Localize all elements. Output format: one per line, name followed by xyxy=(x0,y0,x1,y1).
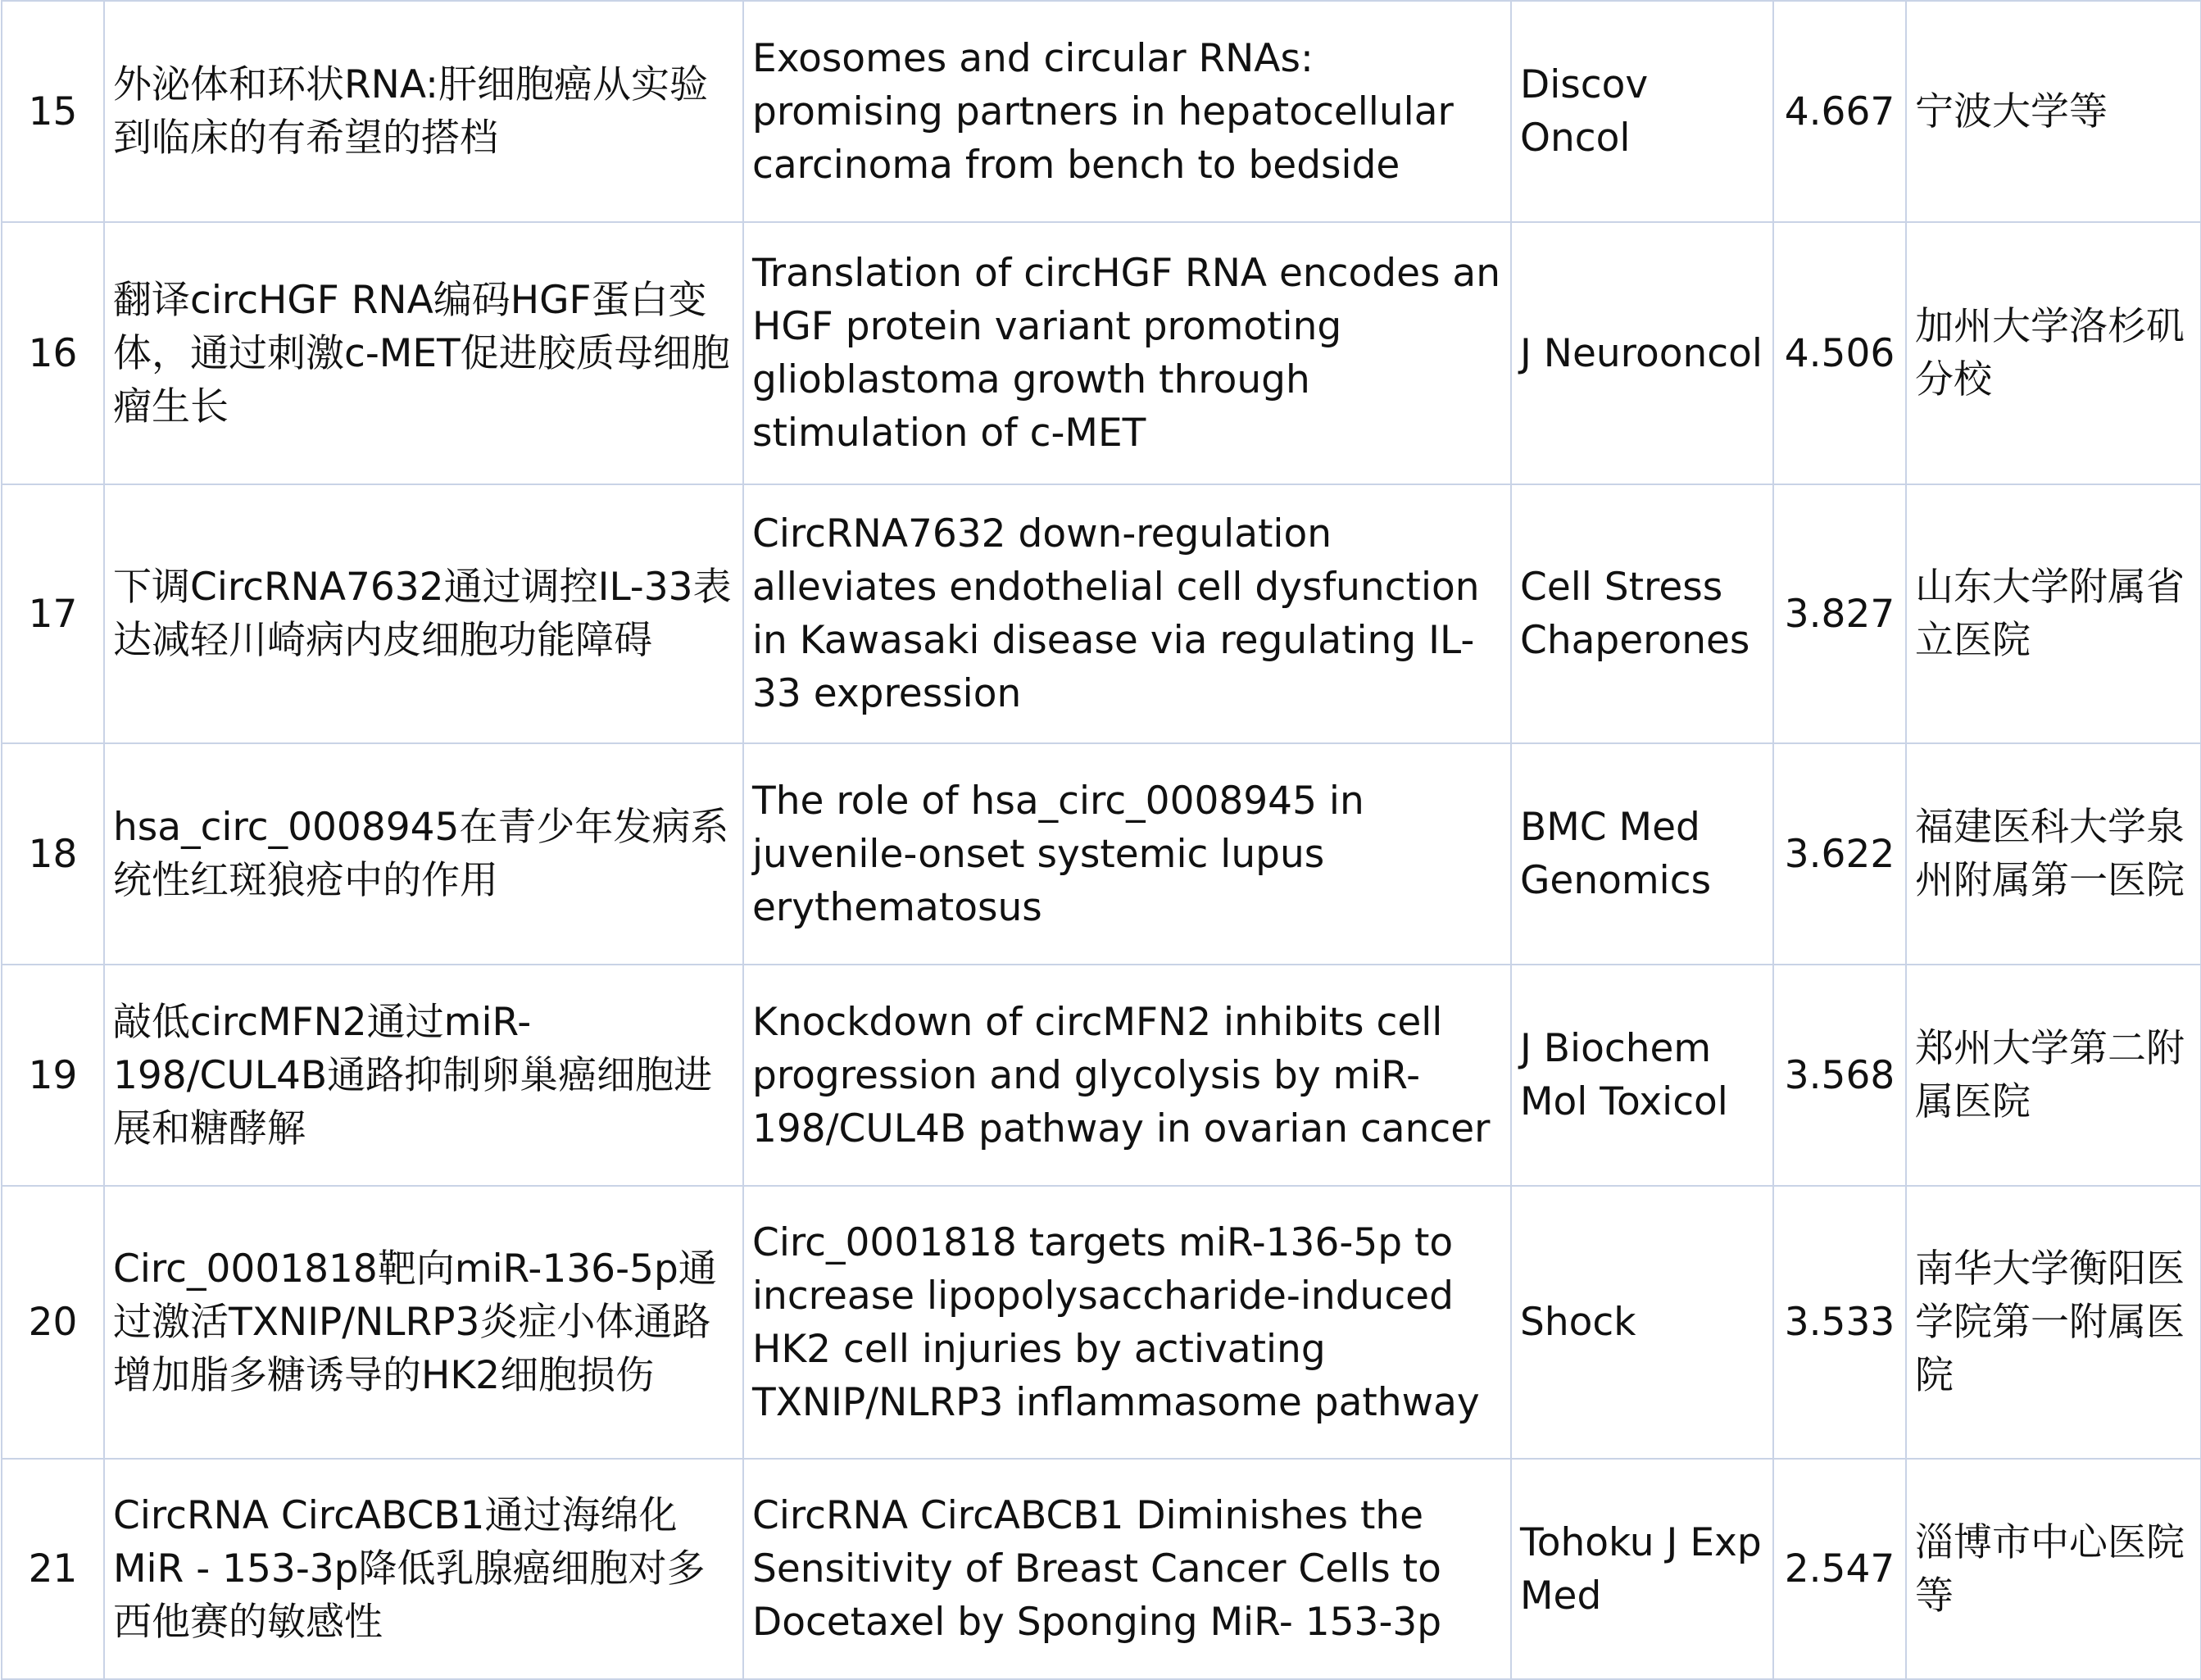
table-row xyxy=(2,743,2201,965)
journal: Cell Stress Chaperones xyxy=(1511,484,1773,743)
table-row xyxy=(2,484,2201,743)
journal: J Neurooncol xyxy=(1511,222,1773,484)
row-index: 15 xyxy=(2,1,104,222)
english-title: CircRNA7632 down-regulation alleviates endothelial cell dysfunction in Kawasaki disease via regulating IL-33 expression xyxy=(743,484,1511,743)
journal: Shock xyxy=(1511,1186,1773,1459)
row-index: 20 xyxy=(2,1186,104,1459)
institution: 南华大学衡阳医学院第一附属医院 xyxy=(1906,1186,2201,1459)
english-title: Translation of circHGF RNA encodes an HGF protein variant promoting glioblastoma growth through stimulation of c-MET xyxy=(743,222,1511,484)
impact-factor: 3.622 xyxy=(1773,743,1906,965)
table-row xyxy=(2,1186,2201,1459)
journal: Tohoku J Exp Med xyxy=(1511,1459,1773,1679)
row-index: 21 xyxy=(2,1459,104,1679)
journal: J Biochem Mol Toxicol xyxy=(1511,965,1773,1186)
impact-factor: 4.506 xyxy=(1773,222,1906,484)
impact-factor: 3.827 xyxy=(1773,484,1906,743)
impact-factor: 4.667 xyxy=(1773,1,1906,222)
institution: 宁波大学等 xyxy=(1906,1,2201,222)
institution: 福建医科大学泉州附属第一医院 xyxy=(1906,743,2201,965)
chinese-title: hsa_circ_0008945在青少年发病系统性红斑狼疮中的作用 xyxy=(104,743,743,965)
chinese-title: 翻译circHGF RNA编码HGF蛋白变体，通过刺激c-MET促进胶质母细胞瘤生长 xyxy=(104,222,743,484)
impact-factor: 3.533 xyxy=(1773,1186,1906,1459)
chinese-title: CircRNA CircABCB1通过海绵化MiR - 153-3p降低乳腺癌细胞对多西他赛的敏感性 xyxy=(104,1459,743,1679)
chinese-title: 下调CircRNA7632通过调控IL-33表达减轻川崎病内皮细胞功能障碍 xyxy=(104,484,743,743)
institution: 郑州大学第二附属医院 xyxy=(1906,965,2201,1186)
row-index: 18 xyxy=(2,743,104,965)
chinese-title: 敲低circMFN2通过miR-198/CUL4B通路抑制卵巢癌细胞进展和糖酵解 xyxy=(104,965,743,1186)
table-row xyxy=(2,1,2201,222)
english-title: The role of hsa_circ_0008945 in juvenile-onset systemic lupus erythematosus xyxy=(743,743,1511,965)
english-title: Circ_0001818 targets miR-136-5p to increase lipopolysaccharide-induced HK2 cell injuries by activating TXNIP/NLRP3 inflammasome pathway xyxy=(743,1186,1511,1459)
table-row xyxy=(2,222,2201,484)
row-index: 17 xyxy=(2,484,104,743)
table-row xyxy=(2,965,2201,1186)
table-row xyxy=(2,1459,2201,1679)
row-index: 19 xyxy=(2,965,104,1186)
english-title: CircRNA CircABCB1 Diminishes the Sensitivity of Breast Cancer Cells to Docetaxel by Sponging MiR- 153-3p xyxy=(743,1459,1511,1679)
chinese-title: 外泌体和环状RNA:肝细胞癌从实验到临床的有希望的搭档 xyxy=(104,1,743,222)
row-index: 16 xyxy=(2,222,104,484)
institution: 加州大学洛杉矶分校 xyxy=(1906,222,2201,484)
chinese-title: Circ_0001818靶向miR-136-5p通过激活TXNIP/NLRP3炎症小体通路增加脂多糖诱导的HK2细胞损伤 xyxy=(104,1186,743,1459)
journal: Discov Oncol xyxy=(1511,1,1773,222)
english-title: Exosomes and circular RNAs: promising partners in hepatocellular carcinoma from bench to bedside xyxy=(743,1,1511,222)
paper-table xyxy=(1,0,2201,1680)
impact-factor: 3.568 xyxy=(1773,965,1906,1186)
journal: BMC Med Genomics xyxy=(1511,743,1773,965)
institution: 淄博市中心医院等 xyxy=(1906,1459,2201,1679)
english-title: Knockdown of circMFN2 inhibits cell progression and glycolysis by miR-198/CUL4B pathway in ovarian cancer xyxy=(743,965,1511,1186)
institution: 山东大学附属省立医院 xyxy=(1906,484,2201,743)
impact-factor: 2.547 xyxy=(1773,1459,1906,1679)
